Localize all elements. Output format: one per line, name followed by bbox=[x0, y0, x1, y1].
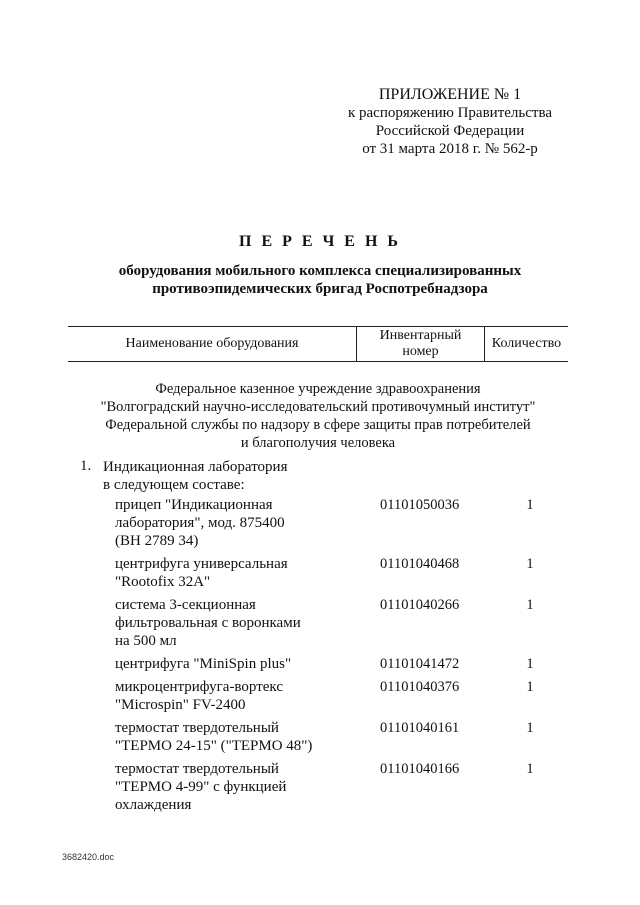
equipment-name-line: "ТЕРМО 4-99" с функцией bbox=[115, 779, 287, 795]
document-subtitle bbox=[100, 262, 540, 298]
equipment-name bbox=[115, 496, 360, 550]
document-file-id: 3682420.doc bbox=[62, 852, 115, 862]
institution-line-4: и благополучия человека bbox=[240, 435, 396, 451]
appendix-line-2: Российской Федерации bbox=[375, 123, 525, 139]
equipment-name bbox=[115, 719, 360, 755]
inventory-number: 01101040161 bbox=[380, 720, 460, 736]
equipment-name-line: "Rootofix 32А" bbox=[115, 574, 211, 590]
institution-line-2: "Волгоградский научно-исследовательский противочумный институт" bbox=[100, 399, 536, 415]
appendix-header bbox=[340, 86, 560, 158]
equipment-name-line: термостат твердотельный bbox=[115, 761, 279, 777]
document-title: П Е Р Е Ч Е Н Ь bbox=[239, 233, 401, 250]
inventory-number: 01101041472 bbox=[380, 656, 460, 672]
equipment-name-line: "Microspin" FV-2400 bbox=[115, 697, 246, 713]
quantity: 1 bbox=[526, 720, 534, 736]
equipment-name-line: прицеп "Индикационная bbox=[115, 497, 273, 513]
column-header-inventory-line-1: Инвентарный bbox=[379, 328, 462, 343]
equipment-name bbox=[115, 760, 360, 814]
inventory-number: 01101050036 bbox=[380, 497, 460, 513]
institution-heading bbox=[68, 380, 568, 452]
column-header-quantity: Количество bbox=[491, 336, 562, 351]
equipment-name-line: охлаждения bbox=[115, 797, 192, 813]
equipment-name-line: "ТЕРМО 24-15" ("ТЕРМО 48") bbox=[115, 738, 313, 754]
group-title-line-1: Индикационная лаборатория bbox=[103, 459, 288, 475]
column-header-inventory bbox=[357, 327, 484, 361]
quantity: 1 bbox=[526, 556, 534, 572]
quantity: 1 bbox=[526, 679, 534, 695]
equipment-name bbox=[115, 678, 360, 714]
equipment-name bbox=[115, 655, 360, 673]
equipment-name-line: система 3-секционная bbox=[115, 597, 256, 613]
quantity: 1 bbox=[526, 597, 534, 613]
inventory-number: 01101040266 bbox=[380, 597, 460, 613]
column-header-name: Наименование оборудования bbox=[125, 336, 299, 351]
quantity: 1 bbox=[526, 497, 534, 513]
table-header bbox=[68, 326, 568, 362]
institution-line-1: Федеральное казенное учреждение здравоохранения bbox=[155, 381, 481, 397]
column-header-inventory-line-2: номер bbox=[402, 344, 439, 359]
group-number: 1. bbox=[80, 458, 92, 474]
equipment-name-line: на 500 мл bbox=[115, 633, 177, 649]
institution-line-3: Федеральной службы по надзору в сфере защиты прав потребителей bbox=[105, 417, 531, 433]
equipment-name-line: фильтровальная с воронками bbox=[115, 615, 301, 631]
subtitle-line-1: оборудования мобильного комплекса специализированных bbox=[118, 263, 522, 279]
quantity: 1 bbox=[526, 761, 534, 777]
equipment-name bbox=[115, 555, 360, 591]
equipment-name-line: (ВН 2789 34) bbox=[115, 533, 199, 549]
group-title bbox=[103, 458, 363, 494]
appendix-line-1: к распоряжению Правительства bbox=[347, 105, 552, 121]
equipment-name-line: микроцентрифуга-вортекс bbox=[115, 679, 284, 695]
equipment-name-line: лаборатория", мод. 875400 bbox=[115, 515, 285, 531]
subtitle-line-2: противоэпидемических бригад Роспотребнадзора bbox=[152, 281, 488, 297]
equipment-name-line: центрифуга "MiniSpin plus" bbox=[115, 656, 292, 672]
appendix-line-3: от 31 марта 2018 г. № 562-р bbox=[362, 141, 538, 157]
equipment-name-line: термостат твердотельный bbox=[115, 720, 279, 736]
equipment-name bbox=[115, 596, 360, 650]
equipment-name-line: центрифуга универсальная bbox=[115, 556, 288, 572]
inventory-number: 01101040468 bbox=[380, 556, 460, 572]
inventory-number: 01101040376 bbox=[380, 679, 460, 695]
quantity: 1 bbox=[526, 656, 534, 672]
inventory-number: 01101040166 bbox=[380, 761, 460, 777]
group-title-line-2: в следующем составе: bbox=[103, 477, 245, 493]
appendix-number: ПРИЛОЖЕНИЕ № 1 bbox=[378, 86, 522, 103]
